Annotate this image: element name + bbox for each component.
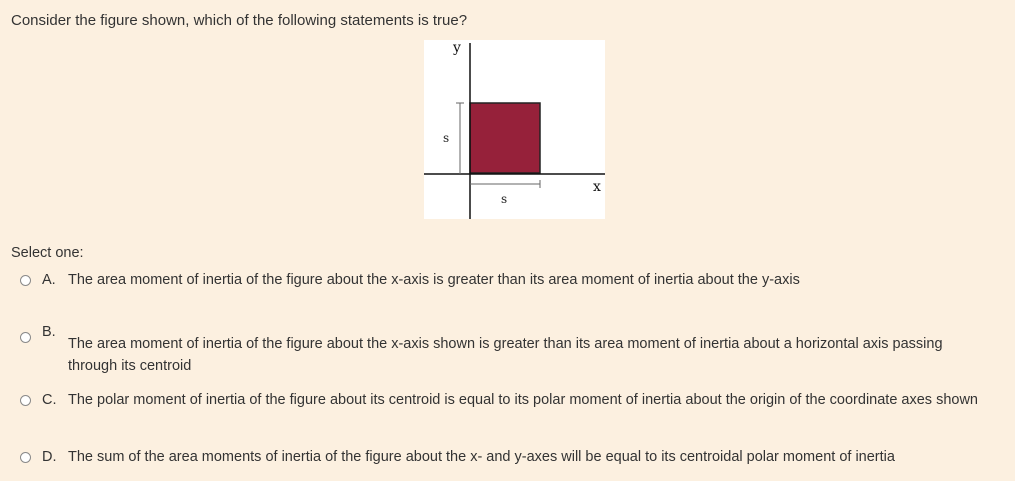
horizontal-side-label: s (501, 192, 508, 206)
option-d-text[interactable]: The sum of the area moments of inertia of the figure about the x- and y-axes will be equal to its centroidal polar moment of inertia (68, 449, 895, 465)
option-a-text[interactable]: The area moment of inertia of the figure about the x-axis is greater than its area moment of inertia about the y-axis (68, 272, 800, 288)
select-one-label: Select one: (11, 245, 84, 261)
figure-square-on-axes (424, 40, 605, 219)
question-text: Consider the figure shown, which of the following statements is true? (11, 12, 468, 29)
option-d-letter: D. (42, 449, 57, 465)
option-c-text[interactable]: The polar moment of inertia of the figure about its centroid is equal to its polar moment of inertia about the origin of the coordinate axes shown (68, 392, 978, 408)
option-b-radio[interactable] (20, 332, 31, 343)
x-axis-label: x (593, 179, 601, 195)
square-shape (470, 103, 540, 173)
option-b-letter: B. (42, 324, 56, 340)
option-c-letter: C. (42, 392, 57, 408)
figure-svg (424, 40, 605, 219)
option-d-radio[interactable] (20, 452, 31, 463)
y-axis-label: y (453, 40, 461, 56)
option-b-text[interactable]: The area moment of inertia of the figure about the x-axis shown is greater than its area moment of inertia about a horizontal axis passing through its centroid (68, 336, 943, 374)
option-c-radio[interactable] (20, 395, 31, 406)
option-a-radio[interactable] (20, 275, 31, 286)
vertical-side-label: s (443, 131, 450, 145)
option-a-letter: A. (42, 272, 56, 288)
